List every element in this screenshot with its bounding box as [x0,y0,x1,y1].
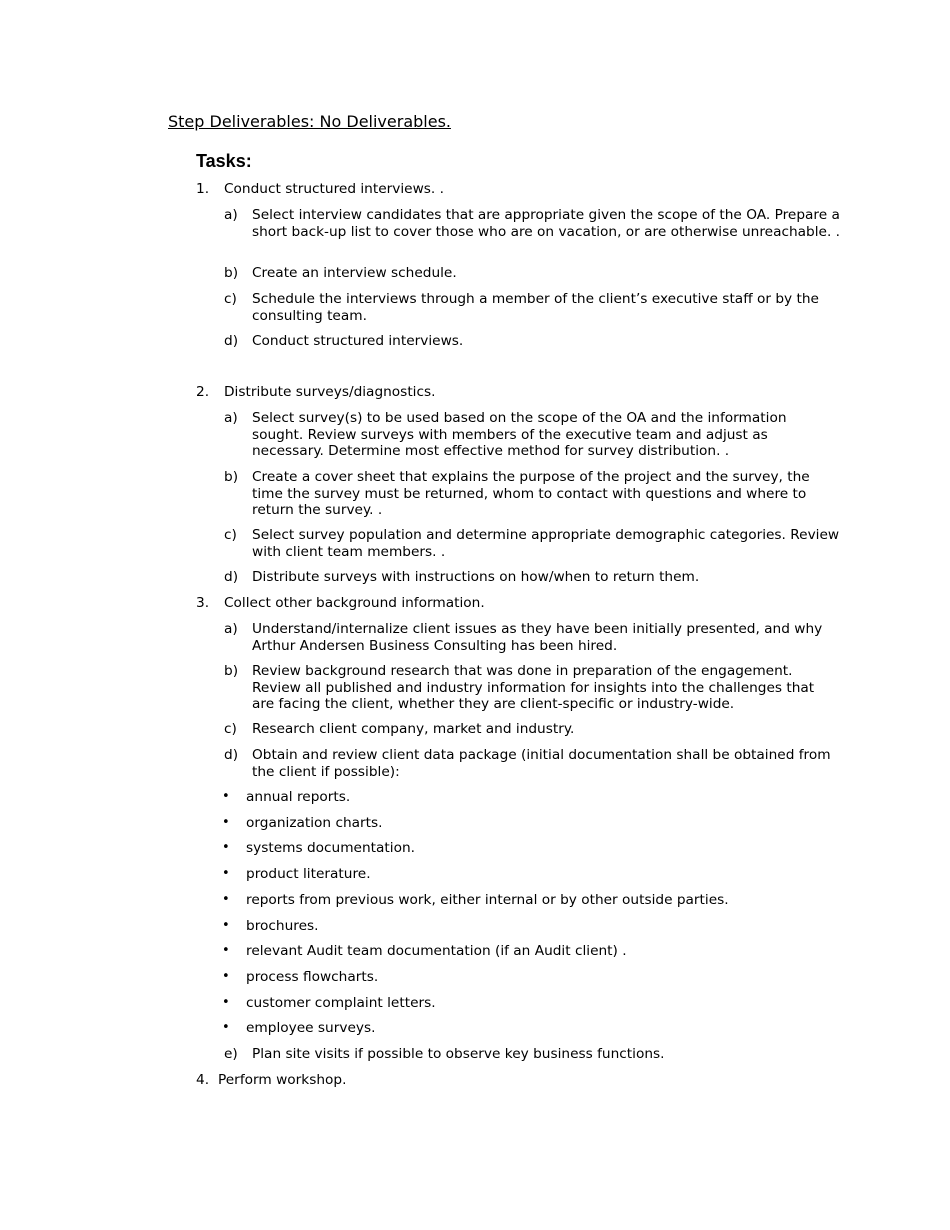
subtask-label: c) [224,527,237,543]
subtask-label: a) [224,410,238,426]
bullet-text: systems documentation. [246,840,415,856]
bullet-text: employee surveys. [246,1020,376,1036]
subtask-text: Select survey population and determine appropriate demographic categories. Review with client team members. . [252,527,840,560]
bullet-icon: • [222,789,230,804]
subtask-label: d) [224,333,239,349]
subtask-text: Review background research that was done in preparation of the engagement. Review all published and industry information for insights into the challenges that are facing the client, whether they are client-specific or industry-wide. [252,663,815,712]
bullet-icon: • [222,815,230,830]
bullet-icon: • [222,1020,230,1035]
subtask-label: a) [224,207,238,223]
subtask-label: e) [224,1046,238,1062]
subtask-text: Select survey(s) to be used based on the scope of the OA and the information sought. Review surveys with members of the executive team and adjust as necessary. Determine most effective method for survey distribution. . [252,410,787,459]
task-text: Distribute surveys/diagnostics. [224,384,436,400]
subtask-label: b) [224,663,239,679]
bullet-icon: • [222,995,230,1010]
subtask-text: Research client company, market and industry. [252,721,575,737]
subtask-text: Plan site visits if possible to observe key business functions. [252,1046,665,1062]
bullet-text: relevant Audit team documentation (if an Audit client) . [246,943,627,959]
tasks-title: Tasks: [196,151,252,171]
task-text: Collect other background information. [224,595,485,611]
subtask-label: b) [224,469,239,485]
bullet-icon: • [222,943,230,958]
task-number: 3. [196,595,210,611]
bullet-text: organization charts. [246,815,383,831]
subtask-label: d) [224,747,239,763]
task-number: 4. [196,1072,210,1088]
bullet-text: annual reports. [246,789,351,805]
bullet-text: process flowcharts. [246,969,379,985]
subtask-text: Select interview candidates that are appropriate given the scope of the OA. Prepare a short back-up list to cover those who are on vacation, or are otherwise unreachable. . [252,207,841,240]
subtask-text: Obtain and review client data package (initial documentation shall be obtained from the client if possible): [252,747,831,780]
task-number: 1. [196,181,210,197]
subtask-label: b) [224,265,239,281]
subtask-text: Distribute surveys with instructions on how/when to return them. [252,569,700,585]
subtask-text: Schedule the interviews through a member of the client’s executive staff or by the consulting team. [252,291,819,324]
bullet-icon: • [222,840,230,855]
subtask-text: Create an interview schedule. [252,265,457,281]
subtask-label: a) [224,621,238,637]
bullet-icon: • [222,969,230,984]
step-deliverables-heading: Step Deliverables: No Deliverables. [168,112,451,131]
task-number: 2. [196,384,210,400]
subtask-text: Understand/internalize client issues as they have been initially presented, and why Arthur Andersen Business Consulting has been hired. [252,621,823,654]
bullet-text: brochures. [246,918,319,934]
bullet-text: reports from previous work, either internal or by other outside parties. [246,892,729,908]
task-text: Perform workshop. [218,1072,347,1088]
task-text: Conduct structured interviews. . [224,181,444,197]
bullet-icon: • [222,892,230,907]
bullet-icon: • [222,918,230,933]
subtask-label: d) [224,569,239,585]
subtask-label: c) [224,721,237,737]
bullet-icon: • [222,866,230,881]
subtask-text: Conduct structured interviews. [252,333,464,349]
bullet-text: customer complaint letters. [246,995,436,1011]
bullet-text: product literature. [246,866,371,882]
subtask-label: c) [224,291,237,307]
subtask-text: Create a cover sheet that explains the purpose of the project and the survey, the time the survey must be returned, whom to contact with questions and where to return the survey. . [252,469,810,518]
